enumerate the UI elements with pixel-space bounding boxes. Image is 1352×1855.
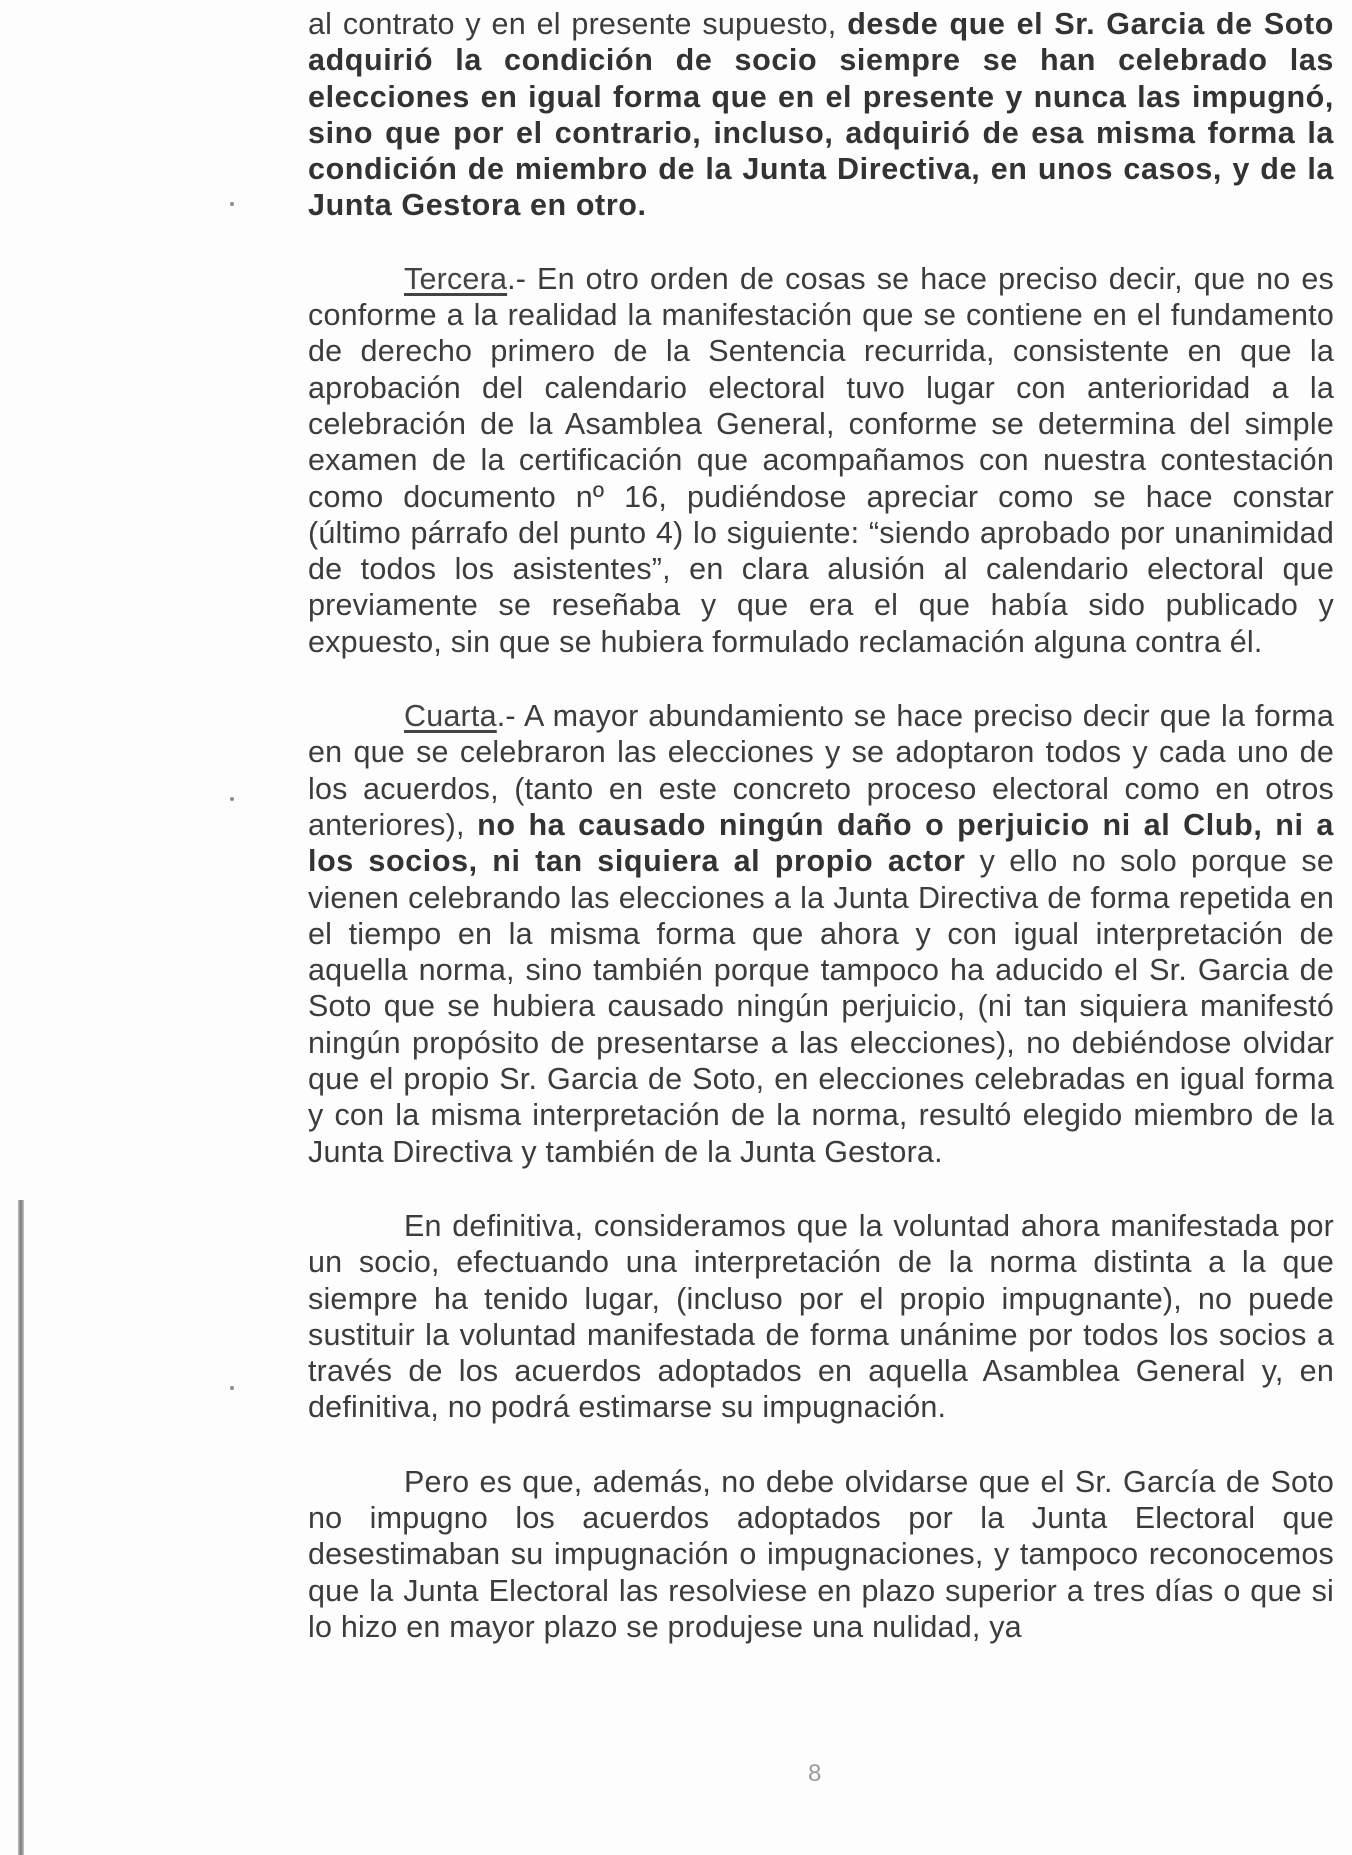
paragraph-text: al contrato y en el presente supuesto,: [308, 7, 848, 41]
paragraph-text: Pero es que, además, no debe olvidarse que el Sr. García de Soto no impugno los acuerdos adoptados por la Junta Electoral que desestimaban su impugnación o impugnaciones, y tampoco reconocemos que la Junta Electoral las resolviese en plazo superior a tres días o que si lo hizo en mayor plazo se produjese una nulidad, ya: [308, 1464, 1334, 1644]
paragraph-text: .- En otro orden de cosas se hace preciso decir, que no es conforme a la realidad la manifestación que se contiene en el fundamento de derecho primero de la Sentencia recurrida, consistente en que la aprobación del calendario electoral tuvo lugar con anterioridad a la celebración de la Asamblea General, conforme se determina del simple examen de la certificación que acompañamos con nuestra contestación como documento nº 16, pudiéndose apreciar como se hace constar (último párrafo del punto 4) lo siguiente: “siendo aprobado por unanimidad de todos los asistentes”, en clara alusión al calendario electoral que previamente se reseñaba y que era el que había sido publicado y expuesto, sin que se hubiera formulado reclamación alguna contra él.: [308, 261, 1334, 659]
scan-edge-shadow: [18, 1200, 24, 1855]
document-body: [308, 6, 1334, 1683]
paragraph-cuarta: [308, 698, 1334, 1170]
paragraph-text: .- A mayor abundamiento se hace preciso decir que la forma en que se celebraron las elecciones y se adoptaron todos y cada uno de los acuerdos, (tanto en este concreto proceso electoral como en otros anteriores),: [308, 699, 1334, 842]
margin-mark: [230, 1386, 234, 1390]
paragraph-conclusion: [308, 6, 1334, 224]
paragraph-text: y ello no solo porque se vienen celebrando las elecciones a la Junta Directiva de forma repetida en el tiempo en la misma forma que ahora y con igual interpretación de aquella norma, sino también porque tampoco ha aducido el Sr. Garcia de Soto que se hubiera causado ningún perjuicio, (ni tan siquiera manifestó ningún propósito de presentarse a las elecciones), no debiéndose olvidar que el propio Sr. Garcia de Soto, en elecciones celebradas en igual forma y con la misma interpretación de la norma, resultó elegido miembro de la Junta Directiva y también de la Junta Gestora.: [308, 844, 1334, 1169]
section-heading-tercera: Tercera: [404, 261, 508, 296]
paragraph-tercera: [308, 261, 1334, 660]
paragraph-bold-text: desde que el Sr. Garcia de Soto adquirió la condición de socio siempre se han celebrado las elecciones en igual forma que en el presente y nunca las impugnó, sino que por el contrario, incluso, adquirió de esa misma forma la condición de miembro de la Junta Directiva, en unos casos, y de la Junta Gestora en otro.: [308, 7, 1334, 223]
section-heading-cuarta: Cuarta: [404, 699, 497, 734]
paragraph-pero-es-que: [308, 1464, 1334, 1645]
margin-mark: [230, 202, 234, 206]
paragraph-bold-text: no ha causado ningún daño o perjuicio ni al Club, ni a los socios, ni tan siquiera al propio actor: [308, 807, 1334, 879]
page-number: 8: [808, 1760, 822, 1787]
margin-mark: [230, 797, 234, 801]
paragraph-en-definitiva: [308, 1208, 1334, 1426]
paragraph-text: En definitiva, consideramos que la voluntad ahora manifestada por un socio, efectuando una interpretación de la norma distinta a la que siempre ha tenido lugar, (incluso por el propio impugnante), no puede sustituir la voluntad manifestada de forma unánime por todos los socios a través de los acuerdos adoptados en aquella Asamblea General y, en definitiva, no podrá estimarse su impugnación.: [308, 1208, 1334, 1425]
